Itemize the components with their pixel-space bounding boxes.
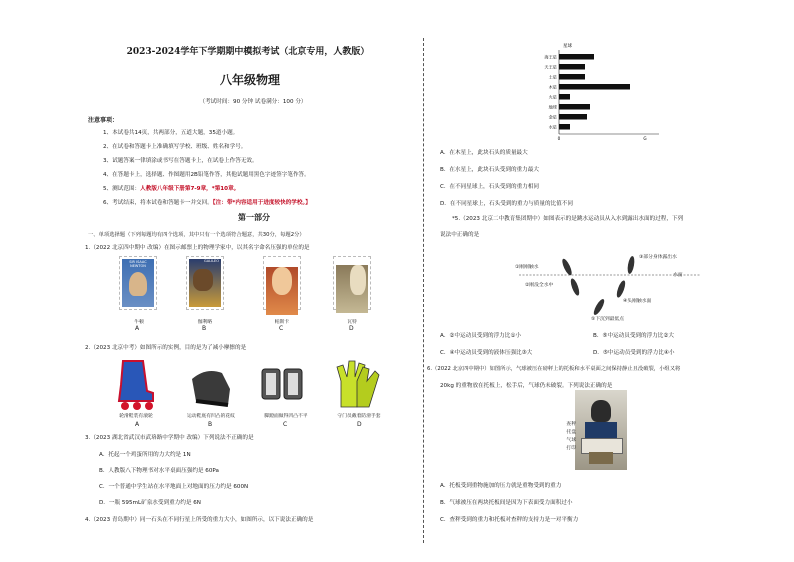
diver-figure-5 xyxy=(626,256,635,275)
stamp-galileo xyxy=(186,256,224,310)
q5-option: D．⑤中运动员受到的浮力比④小 xyxy=(593,350,675,356)
q5-stem: *5.（2023 北京二中教育集团期中）如图表示的是跳水运动员从入水到露出水面的过程，下列 xyxy=(452,216,684,222)
notice-6-note: 【注：带*内容适用于进度较快的学校。】 xyxy=(212,200,311,206)
diver-figure-1 xyxy=(560,258,573,277)
stamp-galileo-text: GALILEO xyxy=(203,259,219,263)
chart-bar xyxy=(559,124,570,130)
q5-option: A．②中运动员受到的浮力比①小 xyxy=(440,333,521,339)
product-roller-skate xyxy=(113,357,161,412)
notice-item: 4、在答题卡上，选择题、作图题用2B铅笔作答，其他试题用黑色字迹签字笔作答。 xyxy=(103,172,310,178)
chart-category-label: 海王星 xyxy=(544,54,557,60)
page-divider xyxy=(423,38,424,543)
chart-category-label: 火星 xyxy=(548,94,557,100)
chart-bar xyxy=(559,114,587,120)
q4-option: B．在水星上，此块石头受到的重力最大 xyxy=(440,167,539,173)
exam-title: 2023-2024学年下学期期中模拟考试（北京专用，人教版） xyxy=(126,47,370,57)
q3-stem: 3.（2023 湖北省武汉市武珞路中学期中 改编）下列说法不正确的是 xyxy=(85,435,254,441)
q2-letter: D xyxy=(357,421,362,428)
q2-caption: 守门员戴着防滑手套 xyxy=(337,414,381,419)
q1-letter: A xyxy=(135,325,140,332)
q4-option: C．在不同星球上，石头受到的重力相同 xyxy=(440,184,540,190)
chart-category-label: 金星 xyxy=(548,114,557,120)
chart-x-tick-label: G xyxy=(643,136,647,141)
diver-label: ⑤下沉到最低点 xyxy=(591,317,625,322)
chart-svg xyxy=(537,42,663,142)
notice-item-5 xyxy=(103,184,239,192)
chart-bar xyxy=(559,54,594,60)
diver-diagram xyxy=(515,243,705,323)
portrait-figure xyxy=(129,272,147,296)
notice-item: 3、试题答案一律填涂或书写在答题卡上，在试卷上作答无效。 xyxy=(103,158,258,164)
q3-option: C．一个普通中学生站在水平地面上对地面的压力约是 600N xyxy=(99,484,249,490)
q6-option: B．气球被压在两块托板间是因为下表面受力面积过小 xyxy=(440,500,573,506)
portrait-figure xyxy=(350,265,366,295)
q4-option: D．在不同星球上，石头受到的重力与质量的比值不同 xyxy=(440,201,573,207)
q6-stem: 6.（2022 北京四中期中）如图所示，气球被压在磅秤上的托板和水平桌面之间保持静止且没破裂，小组又将 xyxy=(427,366,681,372)
stamp-newton xyxy=(119,256,157,310)
product-sneaker xyxy=(186,359,234,414)
q4-option: A．在木星上，此块石头的质量最大 xyxy=(440,150,528,156)
diver-figure-4 xyxy=(615,280,627,299)
section-1-heading: 一、单项选择题（下列每题均有四个选项，其中只有一个选项符合题意，共30分，每题2分） xyxy=(88,232,305,238)
subject-title: 八年级物理 xyxy=(219,73,280,87)
q1-letter: B xyxy=(202,325,207,332)
q2-caption: 轮滑鞋装有滚轮 xyxy=(119,414,153,419)
chart-bar xyxy=(559,84,630,90)
q5-option: B．⑤中运动员受到的浮力比②大 xyxy=(593,333,674,339)
notice-item: 1、本试卷共14页，共两部分，五道大题，35道小题。 xyxy=(103,130,239,136)
q1-caption: 伽利略 xyxy=(197,320,213,325)
chart-bar xyxy=(559,74,585,80)
chart-bar xyxy=(559,104,590,110)
chart-x-tick-label: 0 xyxy=(557,136,561,141)
chart-category-label: 木星 xyxy=(548,84,557,90)
chart-category-label: 水星 xyxy=(548,124,557,130)
q1-letter: D xyxy=(349,325,354,332)
chart-category-label: 天王星 xyxy=(544,64,557,70)
portrait-figure xyxy=(193,269,213,291)
stamp-newton-text: SIR ISAAC NEWTON xyxy=(129,260,147,268)
q6-option: A．托板受到重物施加的压力就是重物受到的重力 xyxy=(440,483,562,489)
q3-option: B．人教版八下物理书对水平桌面压强约是 60Pa xyxy=(99,468,219,474)
notice-5-range: 人教版八年级下册第7-9章，*第10章。 xyxy=(140,186,240,192)
q3-option: A．托起一个鸡蛋所用的力大约是 1N xyxy=(99,452,191,458)
q2-stem: 2.（2023 北京中考）如图所示的实例，目的是为了减小摩擦的是 xyxy=(85,345,247,351)
chart-bar xyxy=(559,94,570,100)
diver-label: ①刚刚触水 xyxy=(515,265,539,270)
chart-ylabel: 星球 xyxy=(563,44,572,49)
diver-figure-2 xyxy=(569,278,581,297)
q2-letter: B xyxy=(208,421,213,428)
notice-6-prefix: 6、考试结束，将本试卷和答题卡一并交回。 xyxy=(103,200,213,206)
stamp-watt xyxy=(333,256,371,310)
q1-caption: 瓦特 xyxy=(347,320,357,325)
q1-caption: 帕斯卡 xyxy=(274,320,290,325)
notice-heading: 注意事项： xyxy=(88,117,119,124)
water-label: 水面 xyxy=(673,273,683,278)
notice-item-6 xyxy=(103,198,311,206)
diver-figure-3 xyxy=(592,298,606,317)
product-gloves xyxy=(333,357,381,412)
part-title: 第一部分 xyxy=(238,212,270,222)
person-head xyxy=(591,400,611,422)
q6-option: C．查秤受到的重力和托板对查秤的支持力是一对平衡力 xyxy=(440,517,579,523)
notice-5-prefix: 5、测试范围： xyxy=(103,186,141,192)
q2-caption: 运动鞋底有凹凸的花纹 xyxy=(187,414,235,419)
notice-item: 2、在试卷和答题卡上准确填写学校、班级、姓名和学号。 xyxy=(103,144,247,150)
q1-stem: 1.（2022 北京四中期中 改编）在图示邮票上的物理学家中，以其名字命名压强的单位的是 xyxy=(85,245,310,251)
q2-letter: A xyxy=(135,421,140,428)
q5-option: C．④中运动员受到的液体压强比③大 xyxy=(440,350,533,356)
diver-label: ②刚没全水中 xyxy=(525,283,554,288)
product-pedal xyxy=(258,359,306,414)
q4-stem: 4.（2023 青岛期中）同一石头在不同行星上所受的重力大小，如图所示，以下说法正确的是 xyxy=(85,517,314,523)
stamp-pascal xyxy=(263,256,301,310)
q3-option: D．一瓶 595mL矿泉水受到重力约是 6N xyxy=(99,500,201,506)
photo-label: 打印 xyxy=(566,446,576,451)
q1-letter: C xyxy=(279,325,284,332)
diver-label: ③部分身体露出水 xyxy=(639,255,677,260)
photo-label: 查秤 xyxy=(566,422,576,427)
q6-stem: 20kg 的重物放在托板上，松手后，气球仍未破裂。下列说法正确的是 xyxy=(440,383,613,389)
chart-bar xyxy=(559,64,585,70)
scale-photo xyxy=(575,390,627,470)
q2-caption: 脚蹬面做得凹凸不平 xyxy=(264,414,308,419)
exam-meta: （考试时间：90 分钟 试卷满分：100 分） xyxy=(199,99,307,105)
q1-caption: 牛顿 xyxy=(134,320,144,325)
diver-label: ④头刚触水面 xyxy=(623,299,652,304)
portrait-figure xyxy=(272,267,292,295)
scale-base xyxy=(589,452,613,464)
q5-stem: 说法中正确的是 xyxy=(440,232,480,238)
photo-label: 气球 xyxy=(566,438,576,443)
q2-letter: C xyxy=(283,421,288,428)
chart-category-label: 地球 xyxy=(548,104,557,110)
gravity-bar-chart xyxy=(537,42,663,142)
chart-category-label: 土星 xyxy=(548,74,557,80)
photo-label: 托盘 xyxy=(566,430,576,435)
